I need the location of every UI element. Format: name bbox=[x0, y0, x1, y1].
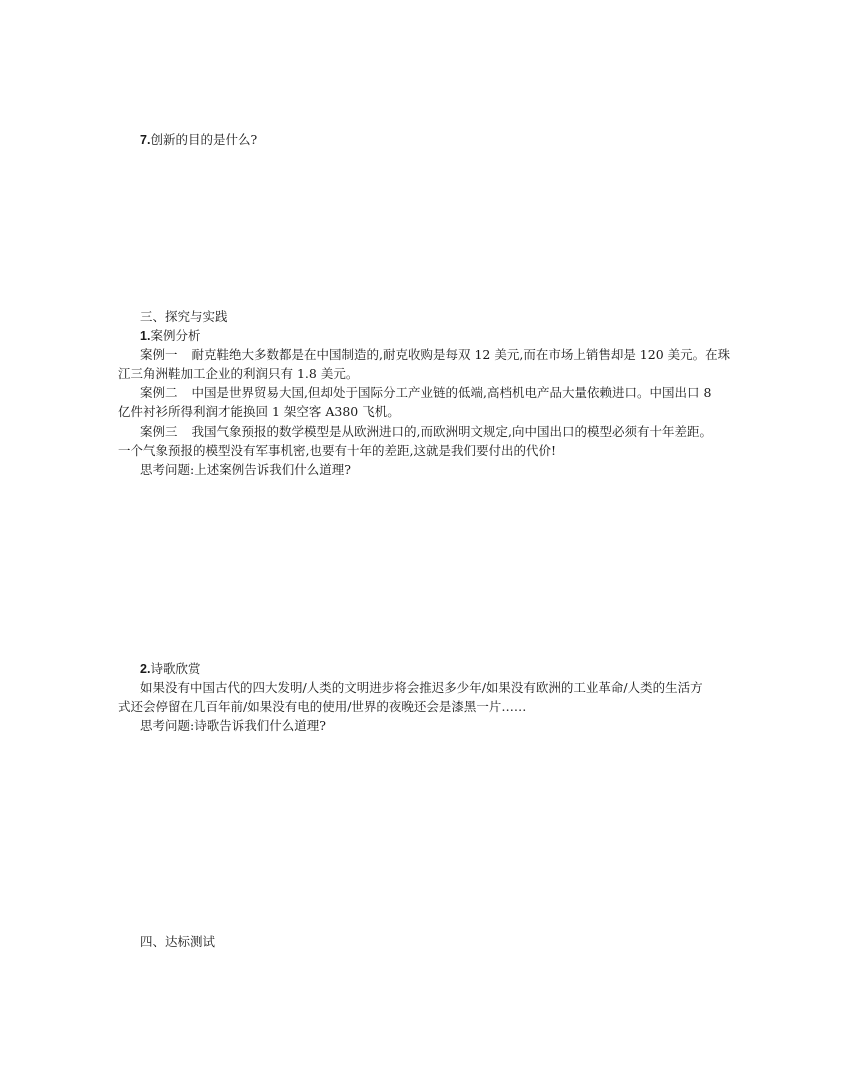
question-poem: 思考问题:诗歌告诉我们什么道理? bbox=[140, 718, 326, 733]
case-1-text-1: 耐克鞋绝大多数都是在中国制造的,耐克收购是每双 12 美元,而在市场上销售却是 120 美元。在珠 bbox=[191, 347, 731, 362]
case-2-label: 案例二 bbox=[140, 385, 178, 400]
subsection-1-title: 案例分析 bbox=[150, 328, 201, 343]
subsection-2-number: 2. bbox=[140, 662, 151, 676]
subsection-case-analysis bbox=[118, 327, 780, 345]
case-3-text-1: 我国气象预报的数学模型是从欧洲进口的,而欧洲明文规定,向中国出口的模型必须有十年差距。 bbox=[191, 424, 712, 439]
question-cases: 思考问题:上述案例告诉我们什么道理? bbox=[140, 462, 351, 477]
case-2-line-1 bbox=[118, 384, 780, 402]
case-1-line-2: 江三角洲鞋加工企业的利润只有 1.8 美元。 bbox=[118, 366, 359, 381]
poem-line-1: 如果没有中国古代的四大发明/人类的文明进步将会推迟多少年/如果没有欧洲的工业革命/人类的生活方 bbox=[140, 680, 703, 695]
case-1-line-1 bbox=[118, 346, 780, 364]
case-1-label: 案例一 bbox=[140, 347, 178, 362]
case-3-line-1 bbox=[118, 423, 780, 441]
poem-line-2: 式还会停留在几百年前/如果没有电的使用/世界的夜晚还会是漆黑一片…… bbox=[118, 699, 527, 714]
question-7 bbox=[118, 131, 780, 149]
subsection-1-number: 1. bbox=[140, 329, 151, 343]
section-4-heading: 四、达标测试 bbox=[140, 934, 216, 949]
case-3-label: 案例三 bbox=[140, 424, 178, 439]
section-3-heading: 三、探究与实践 bbox=[140, 309, 228, 324]
case-3-line-2: 一个气象预报的模型没有军事机密,也要有十年的差距,这就是我们要付出的代价! bbox=[118, 443, 556, 458]
question-7-number: 7. bbox=[140, 133, 151, 147]
case-2-line-2: 亿件衬衫所得利润才能换回 1 架空客 A380 飞机。 bbox=[118, 404, 400, 419]
subsection-2-title: 诗歌欣赏 bbox=[150, 661, 201, 676]
question-7-text: 创新的目的是什么? bbox=[150, 132, 258, 147]
case-2-text-1: 中国是世界贸易大国,但却处于国际分工产业链的低端,高档机电产品大量依赖进口。中国出口 8 bbox=[191, 385, 712, 400]
subsection-poem bbox=[118, 660, 780, 678]
